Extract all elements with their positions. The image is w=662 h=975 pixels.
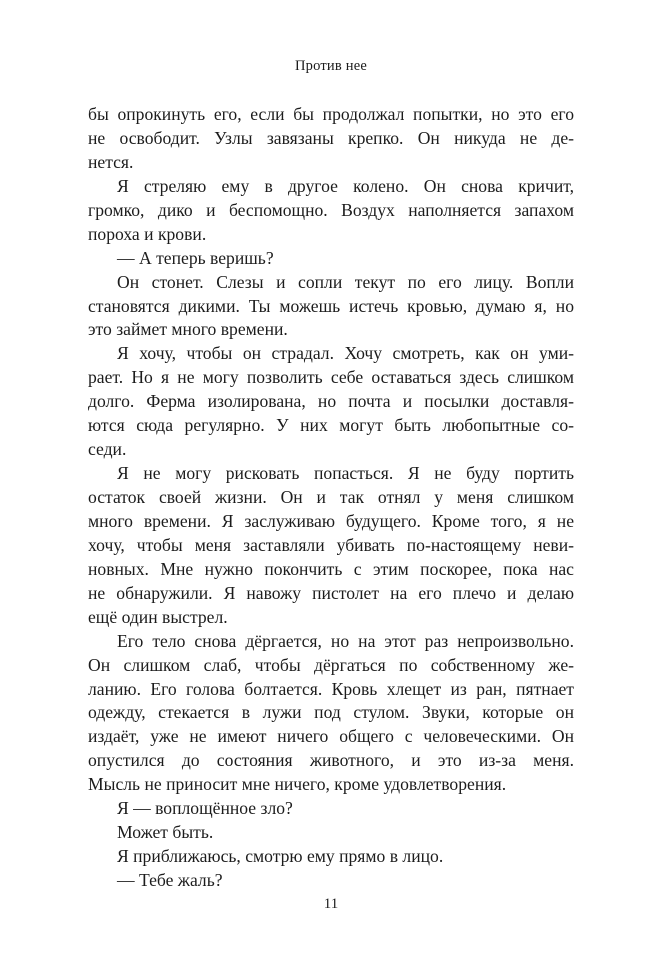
text-line: Его тело снова дёргается, но на этот раз непроизвольно. bbox=[117, 630, 574, 651]
text-line: Он стонет. Слезы и сопли текут по его лицу. Вопли bbox=[117, 271, 574, 292]
text-line: остаток своей жизни. Он и так отнял у меня слишком bbox=[88, 487, 574, 507]
text-line: ланию. Его голова болтается. Кровь хлещет из ран, пятнает bbox=[88, 678, 574, 699]
text-line: Я хочу, чтобы он страдал. Хочу смотреть, как он уми- bbox=[117, 343, 574, 364]
text-line: становятся дикими. Ты можешь истечь кровью, думаю я, но bbox=[88, 295, 574, 316]
text-line: не освободит. Узлы завязаны крепко. Он никуда не де- bbox=[88, 127, 574, 148]
text-line: ещё один выстрел. bbox=[88, 606, 228, 627]
text-line: хочу, чтобы меня заставляли убивать по-настоящему неви- bbox=[88, 534, 574, 555]
text-line: седи. bbox=[88, 439, 127, 460]
text-line: опустился до состояния животного, и это из-за меня. bbox=[88, 750, 574, 771]
text-line: одежду, стекается в лужи под стулом. Звуки, которые он bbox=[88, 702, 574, 723]
text-line: — А теперь веришь? bbox=[117, 247, 274, 268]
text-line: Мысль не приносит мне ничего, кроме удовлетворения. bbox=[88, 774, 507, 795]
text-line: Я — воплощённое зло? bbox=[117, 798, 293, 819]
text-line: Я стреляю ему в другое колено. Он снова кричит, bbox=[117, 175, 574, 196]
text-line: ются сюда регулярно. У них могут быть любопытные со- bbox=[88, 415, 574, 436]
text-line: Он слишком слаб, чтобы дёргаться по собственному же- bbox=[88, 654, 574, 675]
text-line: это займет много времени. bbox=[88, 319, 288, 340]
text-line: рает. Но я не могу позволить себе оставаться здесь слишком bbox=[88, 367, 574, 388]
text-line: издаёт, уже не имеют ничего общего с человеческими. Он bbox=[88, 726, 574, 747]
text-line: Может быть. bbox=[117, 822, 214, 843]
text-line: много времени. Я заслуживаю будущего. Кроме того, я не bbox=[88, 510, 574, 531]
text-line: пороха и крови. bbox=[88, 223, 207, 244]
text-line: громко, дико и беспомощно. Воздух наполняется запахом bbox=[88, 199, 574, 220]
body-text bbox=[88, 103, 574, 893]
text-line: нется. bbox=[88, 151, 134, 172]
text-line: долго. Ферма изолирована, но почта и посылки доставля- bbox=[88, 391, 574, 412]
page-number: 11 bbox=[323, 896, 339, 912]
text-line: Я приближаюсь, смотрю ему прямо в лицо. bbox=[117, 846, 444, 867]
running-header: Против нее bbox=[295, 58, 367, 74]
text-line: Я не могу рисковать попасться. Я не буду портить bbox=[117, 463, 574, 484]
text-line: — Тебе жаль? bbox=[117, 870, 223, 890]
text-line: новных. Мне нужно покончить с этим поскорее, пока нас bbox=[88, 558, 574, 579]
text-line: не обнаружили. Я навожу пистолет на его плечо и делаю bbox=[88, 582, 574, 603]
text-line: бы опрокинуть его, если бы продолжал попытки, но это его bbox=[88, 104, 574, 124]
